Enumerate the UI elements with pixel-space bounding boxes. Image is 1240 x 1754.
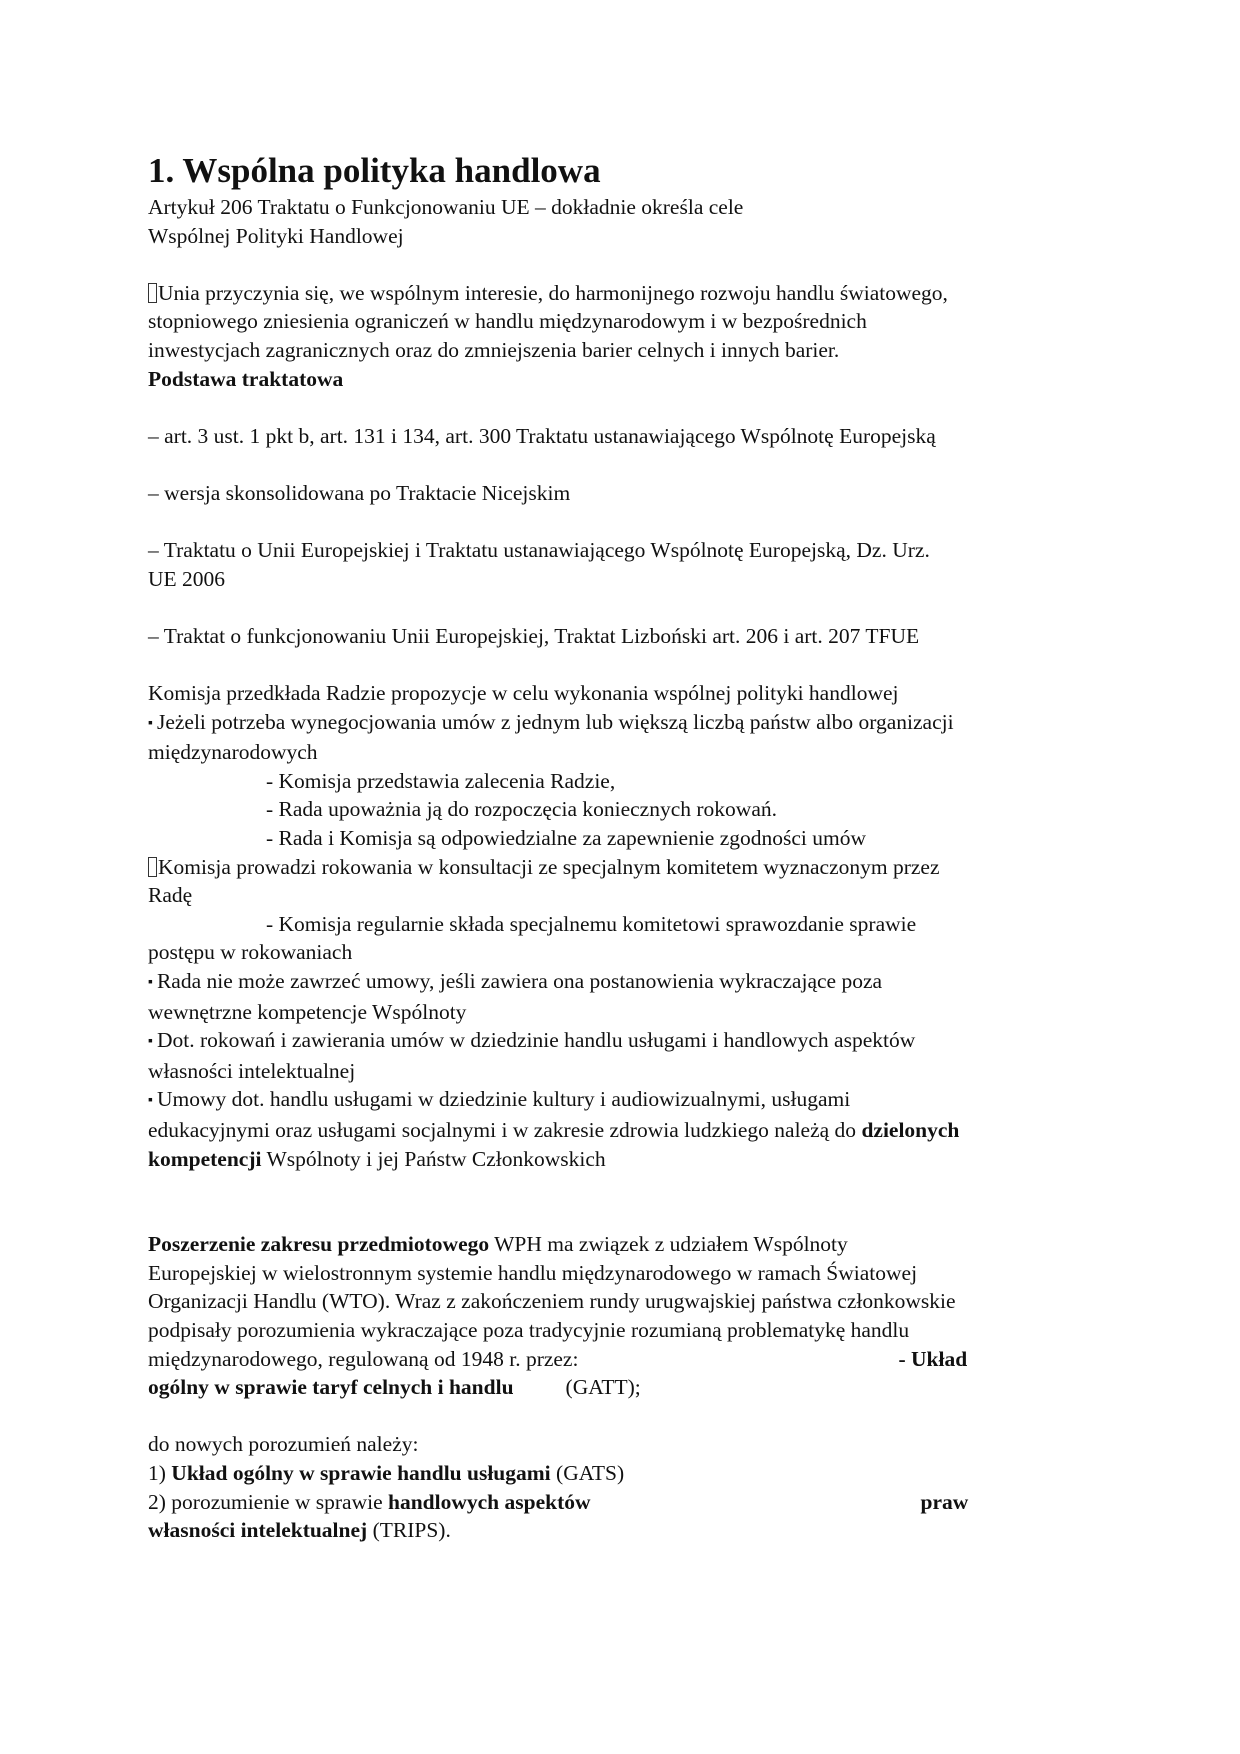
bullet-icon: ▪ [148,1034,153,1050]
missing-glyph-icon [148,857,157,877]
basis-item: – wersja skonsolidowana po Traktacie Nicejskim [148,480,571,505]
bullet-continuation: międzynarodowych [148,740,318,765]
extension-line-6: ogólny w sprawie taryf celnych i handlu (GATT); [148,1375,641,1400]
sub-item-continuation: postępu w rokowaniach [148,940,353,965]
intro-line-2: Wspólnej Polityki Handlowej [148,223,404,248]
sub-item: - Rada i Komisja są odpowiedzialne za zapewnienie zgodności umów [266,826,867,851]
extension-line-1: Poszerzenie zakresu przedmiotowego WPH ma związek z udziałem Wspólnoty [148,1232,848,1257]
basis-item-continuation: UE 2006 [148,566,226,591]
intro-line-1: Artykuł 206 Traktatu o Funkcjonowaniu UE – dokładnie określa cele [148,195,744,219]
bullet-icon: ▪ [148,1093,153,1109]
sub-item: - Komisja regularnie składa specjalnemu komitetowi sprawozdanie sprawie [266,911,917,936]
negotiation-line-2: Radę [148,883,193,908]
union-paragraph-line-3: inwestycjach zagranicznych oraz do zmniejszenia barier celnych i innych barier. [148,337,840,362]
bullet-item: ▪ Dot. rokowań i zawierania umów w dziedzinie handlu usługami i handlowych aspektów [148,1028,916,1053]
bullet-icon: ▪ [148,975,153,991]
sub-item: - Komisja przedstawia zalecenia Radzie, [266,768,616,793]
union-paragraph-line-2: stopniowego zniesienia ograniczeń w handlu międzynarodowym i w bezpośrednich [148,309,867,334]
extension-line-4: podpisały porozumienia wykraczające poza tradycyjnie rozumianą problematykę handlu [148,1317,910,1342]
page-title: 1. Wspólna polityka handlowa [148,151,601,190]
extension-line-2: Europejskiej w wielostronnym systemie handlu międzynarodowego w ramach Światowej [148,1260,918,1285]
basis-item: – Traktatu o Unii Europejskiej i Traktatu ustanawiającego Wspólnotę Europejską, Dz. Urz. [148,538,930,563]
basis-item: – art. 3 ust. 1 pkt b, art. 131 i 134, art. 300 Traktatu ustanawiającego Wspólnotę Europejską [148,423,936,448]
negotiation-line-1: Komisja prowadzi rokowania w konsultacji ze specjalnym komitetem wyznaczonym przez [148,853,1108,882]
agreement-item-1: 1) Układ ogólny w sprawie handlu usługami (GATS) [148,1460,625,1485]
bullet-item: ▪ Rada nie może zawrzeć umowy, jeśli zawiera ona postanowienia wykraczające poza [148,969,883,994]
bullet-item: ▪ Jeżeli potrzeba wynegocjowania umów z jednym lub większą liczbą państw albo organizacji [148,709,954,734]
agreement-item-2-continuation: własności intelektualnej (TRIPS). [148,1518,451,1543]
agreement-item-2: 2) porozumienie w sprawie handlowych aspektów praw [148,1489,969,1514]
basis-item: – Traktat o funkcjonowaniu Unii Europejskiej, Traktat Lizboński art. 206 i art. 207 TFUE [148,623,920,648]
union-paragraph-line-1: Unia przyczynia się, we wspólnym interesie, do harmonijnego rozwoju handlu światowego, [148,279,1108,308]
document-page [148,150,1108,1545]
extension-line-3: Organizacji Handlu (WTO). Wraz z zakończeniem rundy urugwajskiej państwa członkowskie [148,1289,956,1314]
bullet-continuation: kompetencji Wspólnoty i jej Państw Członkowskich [148,1146,606,1171]
bullet-item: ▪ Umowy dot. handlu usługami w dziedzinie kultury i audiowizualnymi, usługami [148,1087,851,1112]
basis-heading: Podstawa traktatowa [148,366,344,391]
bullet-continuation: wewnętrzne kompetencje Wspólnoty [148,999,467,1024]
new-agreements-intro: do nowych porozumień należy: [148,1432,419,1457]
missing-glyph-icon [148,283,157,303]
bullet-continuation: własności intelektualnej [148,1058,356,1083]
extension-line-5: międzynarodowego, regulowaną od 1948 r. przez: - Układ [148,1346,968,1371]
bullet-continuation: edukacyjnymi oraz usługami socjalnymi i w zakresie zdrowia ludzkiego należą do dzielonych [148,1118,960,1142]
bullet-icon: ▪ [148,715,153,731]
sub-item: - Rada upoważnia ją do rozpoczęcia koniecznych rokowań. [266,797,777,822]
commission-intro: Komisja przedkłada Radzie propozycje w celu wykonania wspólnej polityki handlowej [148,681,899,706]
